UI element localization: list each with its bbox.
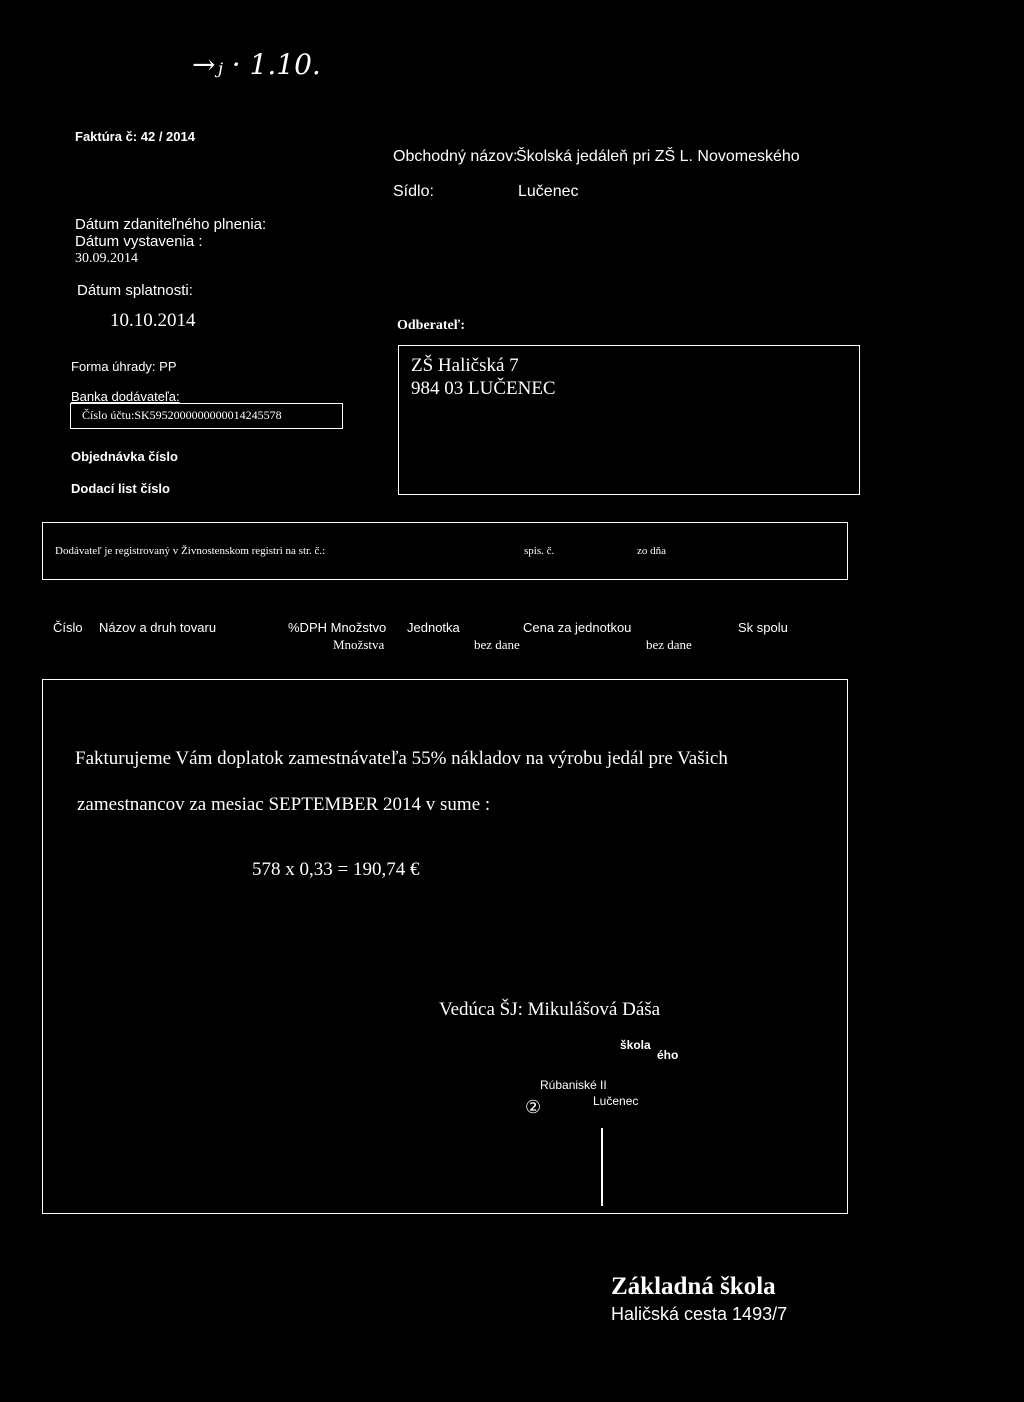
col-unit-price: Cena za jednotkou — [523, 620, 632, 635]
col-unit: Jednotka — [407, 620, 460, 635]
col-total: Sk spolu — [738, 620, 788, 635]
due-date-label: Dátum splatnosti: — [77, 282, 193, 299]
seat-value: Lučenec — [518, 183, 579, 200]
col-qty-sub: Množstva — [333, 637, 385, 652]
col-vat-qty: %DPH Množstvo — [288, 620, 387, 635]
trade-name-value: Školská jedáleň pri ZŠ L. Novomeského — [516, 148, 800, 165]
file-number-label: spis. č. — [524, 545, 555, 557]
invoice-number: Faktúra č: 42 / 2014 — [75, 129, 195, 144]
customer-label: Odberateľ: — [397, 318, 465, 333]
signature-stroke — [601, 1128, 603, 1206]
col-number: Číslo — [53, 620, 83, 635]
payment-method: Forma úhrady: PP — [71, 359, 177, 374]
issue-date-value: 30.09.2014 — [75, 251, 138, 266]
stamp-number: ② — [525, 1097, 542, 1117]
seat-label: Sídlo: — [393, 183, 434, 200]
signatory: Vedúca ŠJ: Mikulášová Dáša — [439, 999, 661, 1020]
registration-text: Dodávateľ je registrovaný v Živnostenskom registri na str. č.: — [55, 545, 326, 557]
body-line-1: Fakturujeme Vám doplatok zamestnávateľa 55% nákladov na výrobu jedál pre Vašich — [75, 748, 728, 769]
stamp-line-2: ého — [657, 1048, 679, 1062]
registration-date-label: zo dňa — [637, 545, 667, 557]
stamp-line-1: škola — [620, 1038, 651, 1052]
issue-date-label: Dátum vystavenia : — [75, 233, 203, 250]
customer-name: ZŠ Haličská 7 — [411, 355, 519, 376]
taxable-date-label: Dátum zdaniteľného plnenia: — [75, 216, 267, 233]
delivery-note-label: Dodací list číslo — [71, 481, 170, 496]
footer-school-address: Haličská cesta 1493/7 — [611, 1304, 788, 1324]
stamp-line-3: Rúbaniské II — [540, 1078, 607, 1092]
trade-name-label: Obchodný názov: — [393, 148, 518, 165]
account-number: Číslo účtu:SK5952000000000014245578 — [82, 408, 282, 422]
col-no-tax-1: bez dane — [474, 637, 520, 652]
handwritten-note: →ⱼ · 1.10. — [192, 48, 321, 81]
bank-label: Banka dodávateľa: — [71, 389, 180, 404]
col-no-tax-2: bez dane — [646, 637, 692, 652]
stamp-line-4: Lučenec — [593, 1094, 639, 1108]
order-number-label: Objednávka číslo — [71, 449, 178, 464]
customer-address: 984 03 LUČENEC — [411, 378, 556, 399]
calculation: 578 x 0,33 = 190,74 € — [252, 859, 420, 880]
due-date-value: 10.10.2014 — [110, 310, 196, 331]
body-line-2: zamestnancov za mesiac SEPTEMBER 2014 v sume : — [77, 794, 491, 815]
footer-school-name: Základná škola — [611, 1273, 776, 1300]
col-item-name: Názov a druh tovaru — [99, 620, 217, 635]
